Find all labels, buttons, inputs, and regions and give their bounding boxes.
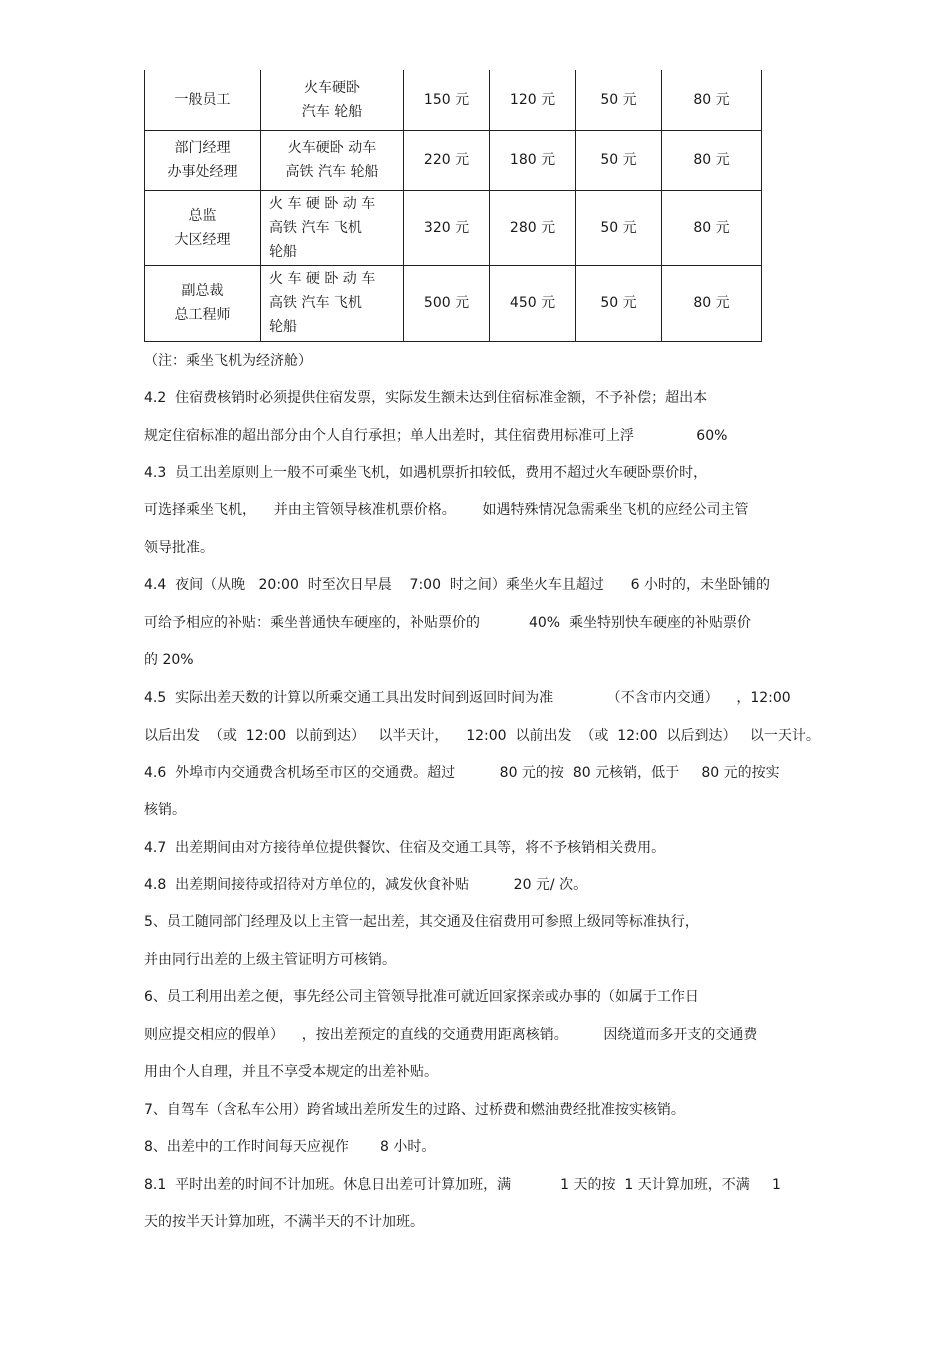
transport-cell: 火车硬卧 汽车 轮船 xyxy=(261,70,404,130)
table-row xyxy=(145,130,762,190)
transport-cell: 火车硬卧 动车 高铁 汽车 轮船 xyxy=(261,130,404,190)
text-line: 用由个人自理，并且不享受本规定的出差补贴。 xyxy=(144,1064,438,1080)
amount-cell: 120 元 xyxy=(490,70,576,130)
amount-cell: 450 元 xyxy=(490,265,576,341)
text-line: 5、员工随同部门经理及以上主管一起出差，其交通及住宿费用可参照上级同等标准执行， xyxy=(144,914,699,930)
text-line: 4.5 实际出差天数的计算以所乘交通工具出发时间到返回时间为准 （不含市内交通） ，12:00 xyxy=(144,690,791,706)
amount-cell: 50 元 xyxy=(576,130,662,190)
amount-cell: 80 元 xyxy=(662,190,762,265)
level-cell: 一般员工 xyxy=(145,70,261,130)
level-cell: 部门经理 办事处经理 xyxy=(145,130,261,190)
text-line: 4.7 出差期间由对方接待单位提供餐饮、住宿及交通工具等，将不予核销相关费用。 xyxy=(144,840,666,856)
allowance-table-body xyxy=(145,70,762,341)
table-row xyxy=(145,265,762,341)
text-line: 规定住宿标准的超出部分由个人自行承担；单人出差时，其住宿费用标准可上浮 60% xyxy=(144,428,728,444)
amount-cell: 150 元 xyxy=(404,70,490,130)
amount-cell: 80 元 xyxy=(662,265,762,341)
text-line: 天的按半天计算加班，不满半天的不计加班。 xyxy=(144,1214,424,1230)
amount-cell: 50 元 xyxy=(576,70,662,130)
text-line: 8.1 平时出差的时间不计加班。休息日出差可计算加班，满 1 天的按 1 天计算加班，不满 1 xyxy=(144,1177,781,1193)
allowance-table-wrap xyxy=(144,70,762,342)
text-line: 并由同行出差的上级主管证明方可核销。 xyxy=(144,952,396,968)
amount-cell: 220 元 xyxy=(404,130,490,190)
text-line: 以后出发 （或 12:00 以前到达） 以半天计， 12:00 以前出发 （或 12:00 以后到达） 以一天计。 xyxy=(144,728,820,744)
amount-cell: 320 元 xyxy=(404,190,490,265)
text-line: 的 20% xyxy=(144,652,194,668)
text-line: 4.8 出差期间接待或招待对方单位的，减发伙食补贴 20 元/ 次。 xyxy=(144,877,588,893)
text-line: 6、员工利用出差之便，事先经公司主管领导批准可就近回家探亲或办事的（如属于工作日 xyxy=(144,989,699,1005)
amount-cell: 80 元 xyxy=(662,70,762,130)
table-row xyxy=(145,70,762,130)
table-note: （注：乘坐飞机为经济舱） xyxy=(144,353,312,369)
table-row xyxy=(145,190,762,265)
text-line: 核销。 xyxy=(144,802,186,818)
text-line: 可给予相应的补贴：乘坐普通快车硬座的，补贴票价的 40% 乘坐特别快车硬座的补贴票价 xyxy=(144,615,751,631)
amount-cell: 50 元 xyxy=(576,265,662,341)
text-line: 7、自驾车（含私车公用）跨省域出差所发生的过路、过桥费和燃油费经批准按实核销。 xyxy=(144,1102,685,1118)
text-line: 4.3 员工出差原则上一般不可乘坐飞机，如遇机票折扣较低，费用不超过火车硬卧票价时， xyxy=(144,465,708,481)
amount-cell: 180 元 xyxy=(490,130,576,190)
text-line: 则应提交相应的假单） ，按出差预定的直线的交通费用距离核销。 因绕道而多开支的交通费 xyxy=(144,1027,758,1043)
text-line: 8、出差中的工作时间每天应视作 8 小时。 xyxy=(144,1139,436,1155)
amount-cell: 500 元 xyxy=(404,265,490,341)
amount-cell: 80 元 xyxy=(662,130,762,190)
allowance-table xyxy=(144,70,762,342)
transport-cell: 火 车 硬 卧 动 车 高铁 汽车 飞机 轮船 xyxy=(261,265,404,341)
text-line: 4.6 外埠市内交通费含机场至市区的交通费。超过 80 元的按 80 元核销，低于 80 元的按实 xyxy=(144,765,780,781)
text-line: 可选择乘坐飞机， 并由主管领导核准机票价格。 如遇特殊情况急需乘坐飞机的应经公司主管 xyxy=(144,502,749,518)
text-line: 4.4 夜间（从晚 20:00 时至次日早晨 7:00 时之间）乘坐火车且超过 6 小时的，未坐卧铺的 xyxy=(144,577,770,593)
level-cell: 副总裁 总工程师 xyxy=(145,265,261,341)
transport-cell: 火 车 硬 卧 动 车 高铁 汽车 飞机 轮船 xyxy=(261,190,404,265)
amount-cell: 50 元 xyxy=(576,190,662,265)
text-line: 4.2 住宿费核销时必须提供住宿发票，实际发生额未达到住宿标准金额，不予补偿；超出本 xyxy=(144,390,708,406)
amount-cell: 280 元 xyxy=(490,190,576,265)
text-line: 领导批准。 xyxy=(144,540,214,556)
level-cell: 总监 大区经理 xyxy=(145,190,261,265)
